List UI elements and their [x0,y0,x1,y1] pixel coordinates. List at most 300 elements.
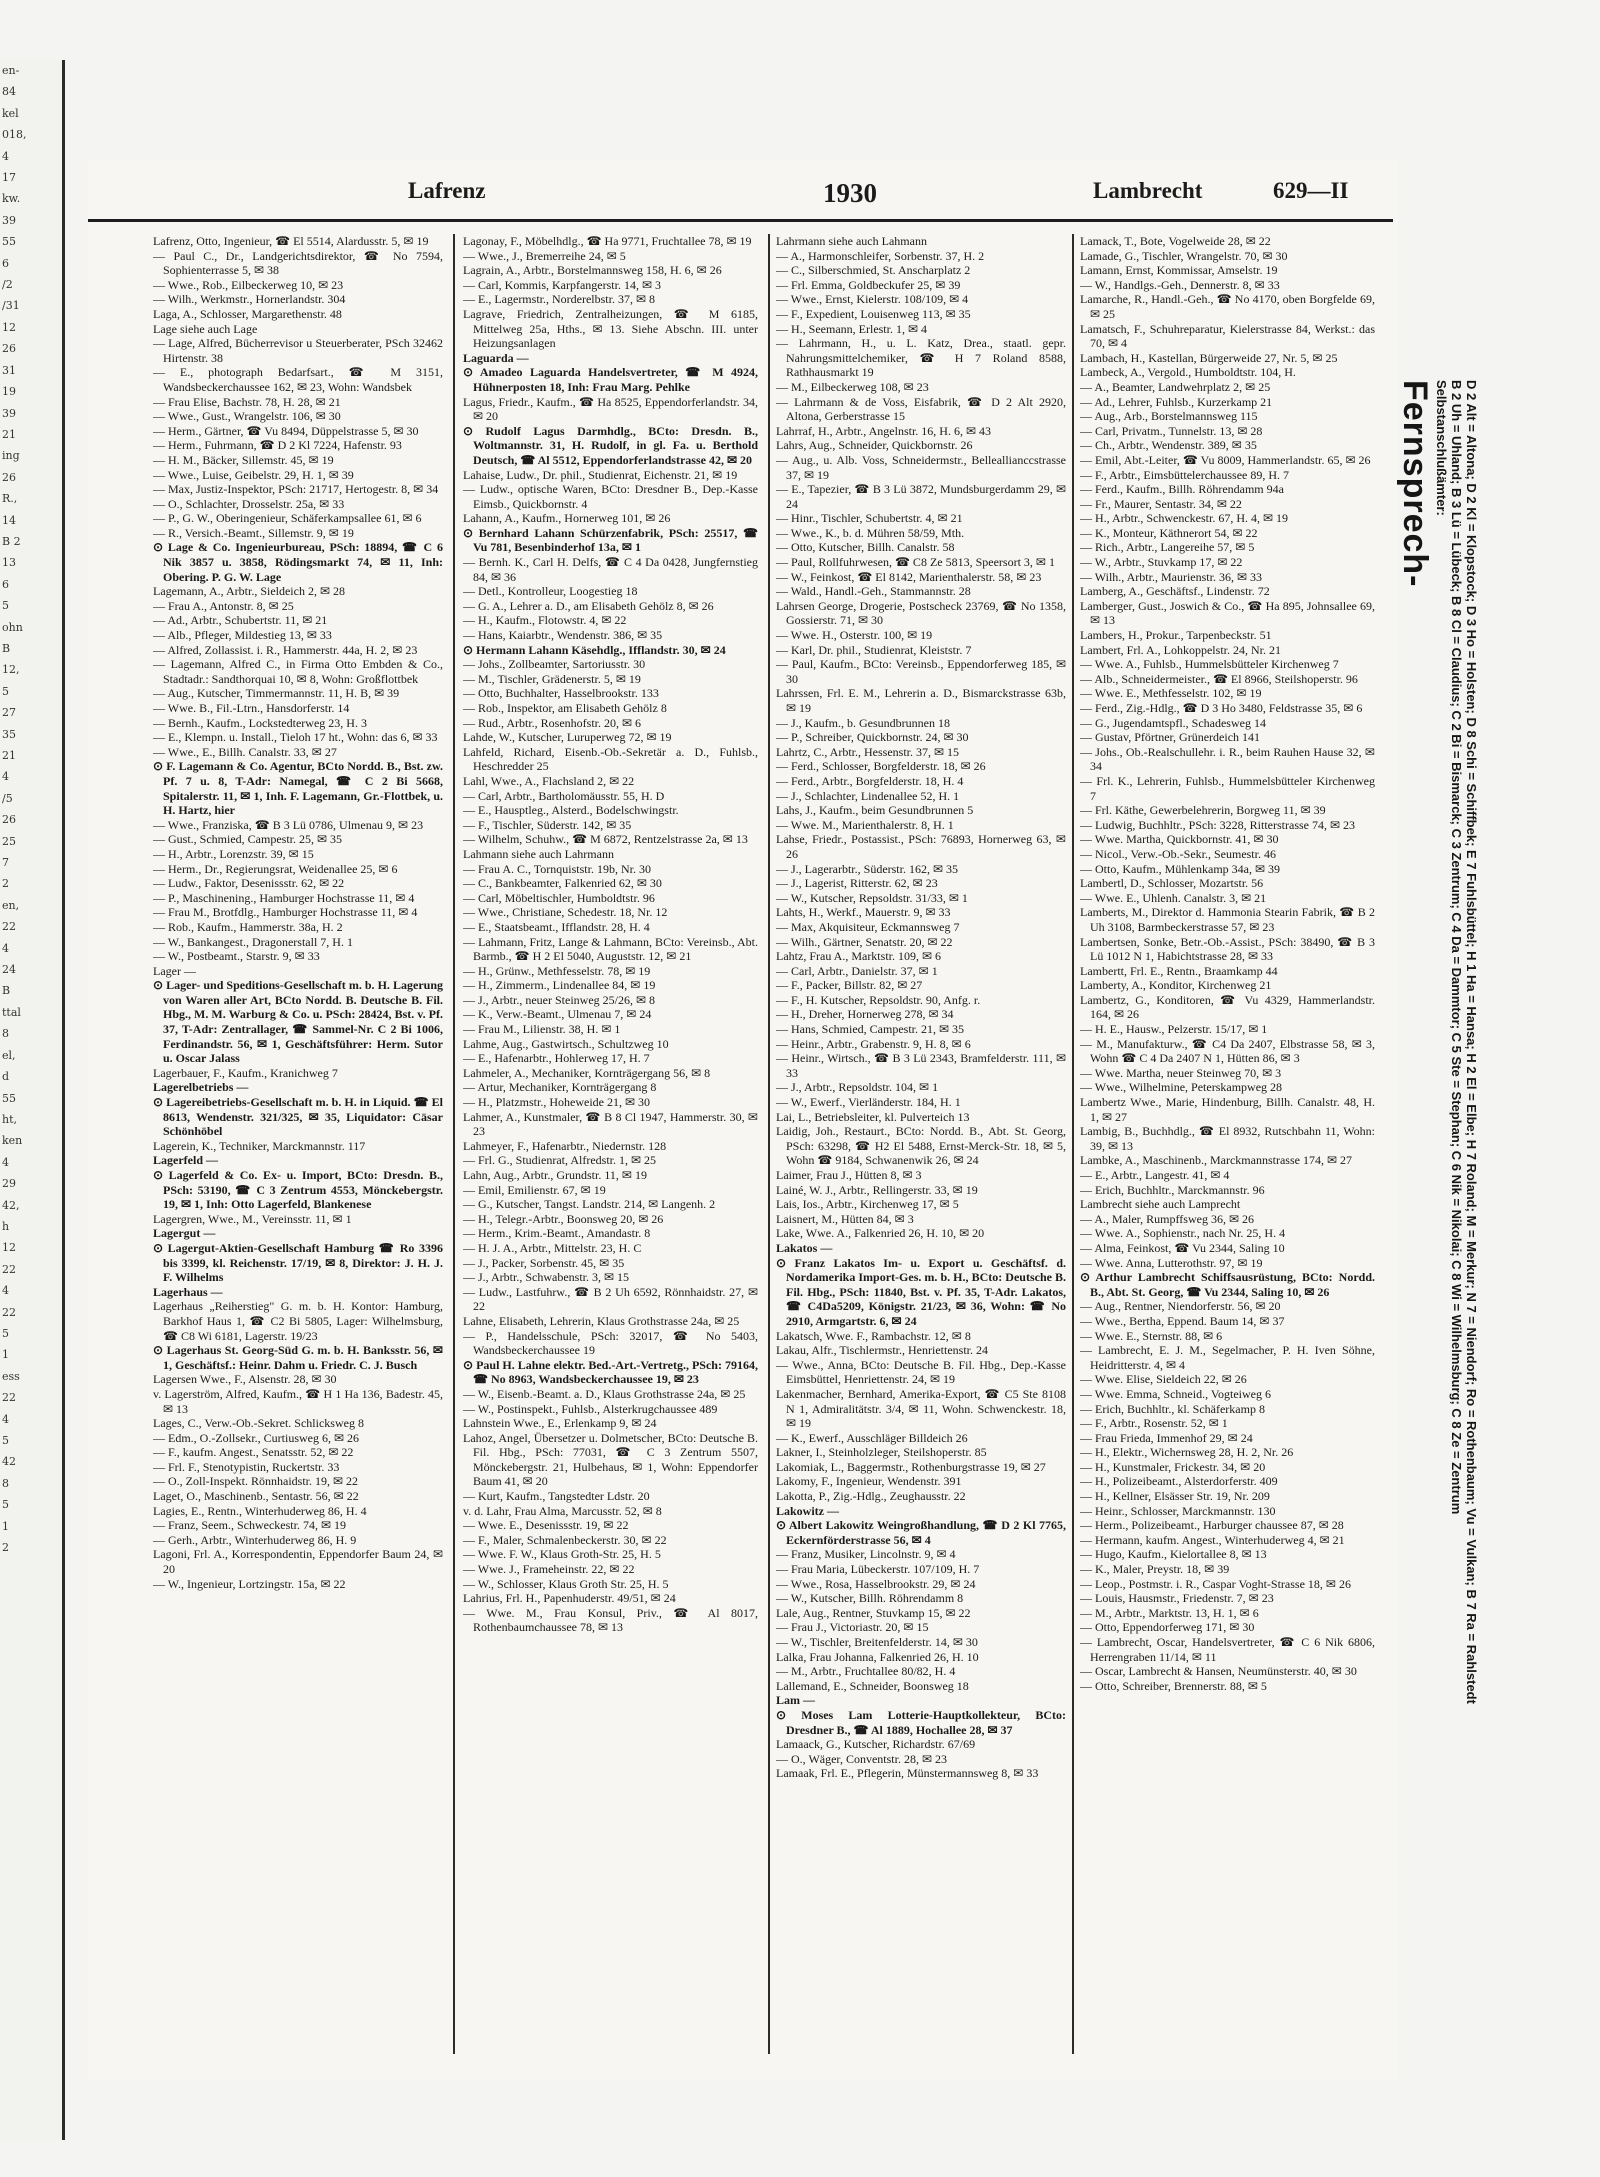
directory-entry: — Wwe. F. W., Klaus Groth-Str. 25, H. 5 [463,1547,661,1562]
directory-entry: — M., Manufakturw., ☎ C4 Da 2407, Elbstrasse 58, ✉ 3, Wohn ☎ C 4 Da 2407 N 1, Hütten 86, ✉ 3 [1080,1036,1375,1066]
directory-entry: Lagerhaus „Reiherstieg" G. m. b. H. Kontor: Hamburg, Barkhof Haus 1, ☎ C2 Bi 5805, Lager: Wilhelmsburg, ☎ C8 Wi 6181, Lagerstr. 19/23 [153,1299,443,1343]
directory-entry: — Wwe. H., Osterstr. 100, ✉ 19 [776,628,933,643]
directory-entry: — E., Arbtr., Langestr. 41, ✉ 4 [1080,1168,1230,1182]
directory-entry: — Hugo, Kaufm., Kielortallee 8, ✉ 13 [1080,1547,1267,1562]
previous-page-fragment: 26 [2,813,16,827]
directory-entry: — Ad., Lehrer, Fuhlsb., Kurzerkamp 21 [1080,394,1273,409]
previous-page-fragment: 4 [2,1155,9,1169]
previous-page-fragment: 22 [2,920,16,934]
directory-entry: — Gerh., Arbtr., Winterhuderweg 86, H. 9 [153,1532,357,1547]
directory-entry: — H., Dreher, Hornerweg 278, ✉ 34 [776,1007,954,1022]
directory-entry: — J., Packer, Sorbenstr. 45, ✉ 35 [463,1255,625,1270]
directory-columns [88,234,1375,2072]
directory-entry: Lahmeyer, F., Hafenarbtr., Niedernstr. 128 [463,1138,667,1153]
directory-entry: Lages, C., Verw.-Ob.-Sekret. Schlicksweg 8 [153,1416,364,1431]
directory-entry: — Otto, Eppendorferweg 171, ✉ 30 [1080,1620,1255,1635]
directory-entry: Lallemand, E., Schneider, Boonsweg 18 [776,1678,969,1693]
directory-entry: — H., Elektr., Wichernsweg 28, H. 2, Nr. 26 [1080,1445,1294,1460]
directory-entry: — Nicol., Verw.-Ob.-Sekr., Seumestr. 46 [1080,846,1276,861]
directory-column-1 [153,234,443,2072]
previous-page-fragment: 12 [2,320,16,334]
previous-page-fragment: 29 [2,1177,16,1191]
directory-entry: Lahl, Wwe., A., Flachsland 2, ✉ 22 [463,773,635,788]
directory-entry: — W., Postinspekt., Fuhlsb., Alsterkrugchaussee 489 [463,1401,718,1416]
directory-entry: Laimer, Frau J., Hütten 8, ✉ 3 [776,1168,922,1182]
previous-page-fragment: 31 [2,363,16,377]
directory-entry: Lambert, Frl. A., Lohkoppelstr. 24, Nr. 21 [1080,642,1281,657]
telephone-exchange-legend [1395,380,1570,1704]
directory-entry: — Otto, Schreiber, Brennerstr. 88, ✉ 5 [1080,1678,1267,1693]
legend-subtitle: Selbstanschlußämter: [1434,380,1449,516]
directory-entry: — Wwe., Luise, Geibelstr. 29, H. 1, ✉ 39 [153,467,354,482]
directory-entry: — W., Eisenb.-Beamt. a. D., Klaus Grothstrasse 24a, ✉ 25 [463,1386,746,1401]
directory-column-4 [1080,234,1375,2072]
directory-entry: — Otto, Kutscher, Billh. Canalstr. 58 [776,540,955,555]
directory-entry: — Lahrmann, H., u. L. Katz, Drea., staatl. gepr. Nahrungsmittelchemiker, ☎ H 7 Roland 8588, Rathhausmarkt 19 [776,336,1066,380]
directory-entry: — F., Maler, Schmalenbeckerstr. 30, ✉ 22 [463,1532,667,1547]
directory-entry: — Wwe., E., Billh. Canalstr. 33, ✉ 27 [153,744,337,759]
directory-entry: Lambach, H., Kastellan, Bürgerweide 27, Nr. 5, ✉ 25 [1080,350,1338,365]
directory-entry: Lahrsen George, Drogerie, Postscheck 23769, ☎ No 1358, Gossierstr. 71, ✉ 30 [776,598,1066,628]
directory-entry: — Wwe., K., b. d. Mühren 58/59, Mth. [776,525,965,540]
directory-entry: Lahfeld, Richard, Eisenb.-Ob.-Sekretär a. D., Fuhlsb., Heschredder 25 [463,744,758,774]
previous-page-fragment: 5 [2,599,9,613]
directory-entry: — Erich, Buchhltr., kl. Schäferkamp 8 [1080,1401,1265,1416]
directory-entry: — M., Tischler, Grädenerstr. 5, ✉ 19 [463,671,641,686]
directory-entry: Lahmer, A., Kunstmaler, ☎ B 8 Cl 1947, Hammerstr. 30, ✉ 23 [463,1109,758,1139]
directory-entry: — J., Arbtr., neuer Steinweg 25/26, ✉ 8 [463,992,656,1007]
directory-entry: — Wwe. E., Methfesselstr. 102, ✉ 19 [1080,686,1262,701]
directory-entry: — W., Handlgs.-Geh., Dennerstr. 8, ✉ 33 [1080,277,1280,292]
directory-entry: Lambers, H., Prokur., Tarpenbeckstr. 51 [1080,628,1272,643]
directory-entry: Lagerhaus — [153,1284,223,1299]
directory-entry: — Gust., Schmied, Campestr. 25, ✉ 35 [153,832,343,847]
previous-page-fragment: 5 [2,1326,9,1340]
previous-page-fragment: B 2 [2,534,21,548]
directory-entry: Lambertt, Frl. E., Rentn., Braamkamp 44 [1080,963,1278,978]
previous-page-fragment: 6 [2,577,9,591]
directory-entry: Lahts, H., Werkf., Mauerstr. 9, ✉ 33 [776,905,951,920]
previous-page-fragment: 22 [2,1305,16,1319]
directory-entry: — A., Maler, Rumpffsweg 36, ✉ 26 [1080,1211,1255,1226]
directory-entry: — Carl, Möbeltischler, Humboldtstr. 96 [463,890,655,905]
directory-entry: — Max, Justiz-Inspektor, PSch: 21717, Hertogestr. 8, ✉ 34 [153,482,439,497]
directory-entry: ⊙ Albert Lakowitz Weingroßhandlung, ☎ D 2 Kl 7765, Eckernförderstrasse 56, ✉ 4 [776,1518,1066,1547]
previous-page-fragment: ht, [2,1112,18,1126]
directory-entry: — H., Seemann, Erlestr. 1, ✉ 4 [776,321,928,336]
legend-title: Fernsprech- [1396,380,1434,588]
directory-entry: — Herm., Gärtner, ☎ Vu 8494, Düppelstrasse 5, ✉ 30 [153,423,419,438]
previous-page-fragment: /5 [2,791,13,805]
directory-entry: — H., Telegr.-Arbtr., Boonsweg 20, ✉ 26 [463,1211,664,1226]
directory-entry: Lambrecht siehe auch Lamprecht [1080,1197,1241,1212]
directory-entry: — Edm., O.-Zollsekr., Curtiusweg 6, ✉ 26 [153,1430,360,1445]
previous-page-fragment: 21 [2,427,16,441]
directory-entry: Lambertsen, Sonke, Betr.-Ob.-Assist., PSch: 38490, ☎ B 3 Lü 1012 N 1, Habichtstrasse 28, ✉ 33 [1080,934,1375,964]
directory-entry: — Frau Frieda, Immenhof 29, ✉ 24 [1080,1430,1253,1445]
directory-entry: — Ferd., Schlosser, Borgfelderstr. 18, ✉ 26 [776,759,986,774]
directory-entry: ⊙ Lagereibetriebs-Gesellschaft m. b. H. in Liquid. ☎ El 8613, Wendenstr. 321/325, ✉ 35, Liquidator: Cäsar Schönhöbel [153,1095,443,1139]
previous-page-fragment: 12, [2,663,20,677]
directory-entry: — P., Schreiber, Quickbornstr. 24, ✉ 30 [776,730,969,745]
header-rule [88,219,1393,222]
directory-entry: ⊙ Rudolf Lagus Darmhdlg., BCto: Dresdn. B., Woltmannstr. 31, H. Rudolf, in gl. Fa. u. Berthold Deutsch, ☎ Al 5512, Eppendorferlandstrasse 42, ✉ 20 [463,423,758,467]
previous-page-fragment: 19 [2,385,16,399]
directory-entry: — E., Staatsbeamt., Ifflandstr. 28, H. 4 [463,919,650,934]
directory-entry: Lahnstein Wwe., E., Erlenkamp 9, ✉ 24 [463,1416,657,1431]
directory-entry: Lamaack, G., Kutscher, Richardstr. 67/69 [776,1737,976,1752]
directory-entry: Lahmann siehe auch Lahrmann [463,846,614,861]
directory-entry: Laget, O., Maschinenb., Sentastr. 56, ✉ 22 [153,1489,359,1504]
directory-entry: — Detl., Kontrolleur, Loogestieg 18 [463,584,638,599]
previous-page-fragment: 25 [2,834,16,848]
directory-entry: — G. A., Lehrer a. D., am Elisabeth Gehölz 8, ✉ 26 [463,598,714,613]
directory-entry: Lale, Aug., Rentner, Stuvkamp 15, ✉ 22 [776,1605,971,1620]
legend-exchanges-1: B 2 Uh = Uhland; B 3 Lü = Lübeck; B 8 Cl = Claudius; C 2 Bi = Bismarck; C 3 Zentrum; C 4 Da = Dammtor; C 5 Ste = Stephan; C 6 Nik = Nikolai; C 8 Wi = Wilhelmsburg; C 8 Ze = Zentrum [1449,380,1464,1515]
directory-entry: — Karl, Dr. phil., Studienrat, Kleiststr. 7 [776,642,972,657]
directory-entry: — Hans, Schmied, Campestr. 21, ✉ 35 [776,1022,965,1037]
directory-entry: — W., Ingenieur, Lortzingstr. 15a, ✉ 22 [153,1576,346,1591]
previous-page-fragment: 13 [2,556,16,570]
directory-entry: Lambertz Wwe., Marie, Hindenburg, Billh. Canalstr. 48, H. 1, ✉ 27 [1080,1095,1375,1124]
directory-entry: — H., Polizeibeamt., Alsterdorferstr. 409 [1080,1474,1278,1489]
previous-page-fragment: 4 [2,149,9,163]
directory-entry: — J., Arbtr., Repsoldstr. 104, ✉ 1 [776,1080,939,1095]
directory-entry: — Kurt, Kaufm., Tangstedter Ldstr. 20 [463,1489,650,1504]
directory-entry: Lagerfeld — [153,1153,218,1168]
previous-page-fragment: en- [2,64,20,77]
directory-entry: Lakau, Alfr., Tischlermstr., Henriettenstr. 24 [776,1343,988,1358]
previous-page-fragment: 17 [2,171,16,185]
header-page-number: 629—II [1273,178,1349,203]
previous-page-fragment: 2 [2,1541,9,1555]
directory-entry: — F., Expedient, Louisenweg 113, ✉ 35 [776,306,971,321]
previous-page-fragment: 4 [2,1284,9,1298]
directory-entry: Lamberger, Gust., Joswich & Co., ☎ Ha 895, Johnsallee 69, ✉ 13 [1080,598,1375,628]
directory-entry: — Paul, Rollfuhrwesen, ☎ C8 Ze 5813, Speersort 3, ✉ 1 [776,555,1055,570]
directory-entry: — Herm., Fuhrmann, ☎ D 2 Kl 7224, Hafenstr. 93 [153,438,402,453]
directory-entry: Lamatsch, F., Schuhreparatur, Kielerstrasse 84, Werkst.: das 70, ✉ 4 [1080,321,1375,351]
directory-entry: — W., Arbtr., Stuvkamp 17, ✉ 22 [1080,555,1243,570]
directory-entry: — W., Ewerf., Vierländerstr. 184, H. 1 [776,1095,961,1110]
directory-entry: Lagonay, F., Möbelhdlg., ☎ Ha 9771, Fruchtallee 78, ✉ 19 [463,234,752,248]
directory-entry: Lagrain, A., Arbtr., Borstelmannsweg 158, H. 6, ✉ 26 [463,263,722,278]
directory-entry: — M., Arbtr., Fruchtallee 80/82, H. 4 [776,1664,956,1679]
directory-entry: — Wwe., Bertha, Eppend. Baum 14, ✉ 37 [1080,1313,1285,1328]
directory-entry: — Frau M., Brotfdlg., Hamburger Hochstrasse 11, ✉ 4 [153,905,418,920]
directory-entry: — Aug., Arb., Borstelmannsweg 115 [1080,409,1258,424]
directory-entry: — E., Hafenarbtr., Hohlerweg 17, H. 7 [463,1051,650,1066]
directory-entry: ⊙ Amadeo Laguarda Handelsvertreter, ☎ M 4924, Hühnerposten 18, Inh: Frau Marg. Pehlke [463,365,758,394]
directory-entry: — H., Kunstmaler, Frickestr. 34, ✉ 20 [1080,1459,1266,1474]
directory-entry: — W., Feinkost, ☎ El 8142, Marienthalerstr. 58, ✉ 23 [776,569,1042,584]
previous-page-fragment: d [2,1070,10,1084]
header-first-name: Lafrenz [408,178,486,203]
header-year: 1930 [823,178,877,208]
directory-entry: — O., Zoll-Inspekt. Rönnhaidstr. 19, ✉ 22 [153,1474,359,1489]
previous-page-fragment: 8 [2,1027,9,1041]
directory-entry: — Emil, Emilienstr. 67, ✉ 19 [463,1182,606,1197]
directory-entry: — Johs., Zollbeamter, Sartoriusstr. 30 [463,657,646,672]
previous-page-fragment: 12 [2,1241,16,1255]
directory-entry: — W., Schlosser, Klaus Groth Str. 25, H. 5 [463,1576,669,1591]
directory-entry: — Frl. K., Lehrerin, Fuhlsb., Hummelsbütteler Kirchenweg 7 [1080,773,1375,803]
previous-page-fragment: en, [2,898,20,912]
directory-entry: Lambertl, D., Schlosser, Mozartstr. 56 [1080,876,1264,891]
directory-entry: — Gustav, Pförtner, Grünerdeich 141 [1080,730,1261,745]
directory-entry: ⊙ Lagerfeld & Co. Ex- u. Import, BCto: Dresdn. B., PSch: 53190, ☎ C 3 Zentrum 4553, Mönckebergstr. 19, ✉ 1, Inh: Otto Lagerfeld, Blankenese [153,1168,443,1212]
directory-entry: Lambig, B., Buchhdlg., ☎ El 8932, Rutschbahn 11, Wohn: 39, ✉ 13 [1080,1124,1375,1153]
previous-page-edge [0,60,65,2140]
legend-exchanges-2: D 2 Alt = Altona; D 2 Kl = Klopstock; D 3 Ho = Holsten; D 8 Schi = Schiffbek; E 7 Fuhlsbüttel; H 1 Ha = Hansa; H 2 El = Elbe; H 7 Roland; M = Merkur; N 7 = Niendorf; Ro = Rothenbaum; Vu = Vulkan; B 7 Ra = Rahlstedt [1464,380,1479,1704]
directory-entry: — Wwe., Gust., Wrangelstr. 106, ✉ 30 [153,409,341,424]
directory-entry: Lagerelbetriebs — [153,1080,249,1095]
directory-entry: — Frl. G., Studienrat, Alfredstr. 1, ✉ 25 [463,1153,657,1168]
previous-page-fragment: 21 [2,749,16,762]
directory-entry: — Wilh., Gärtner, Senatstr. 20, ✉ 22 [776,934,953,949]
directory-entry: — Wilh., Arbtr., Maurienstr. 36, ✉ 33 [1080,569,1263,584]
directory-entry: — Wwe., Anna, BCto: Deutsche B. Fil. Hbg., Dep.-Kasse Eimsbüttel, Henriettenstr. 24, ✉ 19 [776,1357,1066,1387]
directory-column-3 [776,234,1066,2072]
directory-entry: Lahrius, Frl. H., Papenhuderstr. 49/51, ✉ 24 [463,1591,676,1606]
directory-entry: — Wwe. Emma, Schneid., Vogteiweg 6 [1080,1386,1271,1401]
directory-entry: — Herm., Krim.-Beamt., Amandastr. 8 [463,1226,651,1241]
directory-entry: — Frau A., Antonstr. 8, ✉ 25 [153,598,294,613]
previous-page-fragment: 26 [2,342,16,356]
directory-entry: Lakatos — [776,1240,833,1255]
previous-page-fragment: kw. [2,192,21,206]
directory-entry: — Herm., Polizeibeamt., Harburger chaussee 87, ✉ 28 [1080,1518,1344,1533]
directory-entry: — W., Bankangest., Dragonerstall 7, H. 1 [153,934,353,949]
directory-entry: — H. M., Bäcker, Sillemstr. 45, ✉ 19 [153,452,334,467]
previous-page-fragment: 4 [2,941,9,955]
directory-entry: Lambke, A., Maschinenb., Marckmannstrasse 174, ✉ 27 [1080,1153,1352,1168]
directory-entry: — Alfred, Zollassist. i. R., Hammerstr. 44a, H. 2, ✉ 23 [153,642,418,657]
directory-entry: — H., Kaufm., Flotowstr. 4, ✉ 22 [463,613,627,628]
directory-entry: — K., Maler, Preystr. 18, ✉ 39 [1080,1562,1230,1577]
directory-entry: Lahoz, Angel, Übersetzer u. Dolmetscher, BCto: Deutsche B. Fil. Hbg., PSch: 77031, ☎ C 3 Zentrum 5507, Mönckebergstr. 21, Hulbehaus, ✉ 1, Wohn: Eppendorfer Baum 41, ✉ 20 [463,1430,758,1489]
previous-page-fragment: 6 [2,256,9,270]
directory-entry: ⊙ Lagerhaus St. Georg-Süd G. m. b. H. Banksstr. 56, ✉ 1, Geschäftsf.: Heinr. Dahm u. Friedr. C. J. Busch [153,1343,443,1372]
directory-entry: — Wwe. Martha, Quickbornstr. 41, ✉ 30 [1080,832,1279,847]
directory-entry: — P., G. W., Oberingenieur, Schäferkampsallee 61, ✉ 6 [153,511,422,526]
directory-entry: — J., Arbtr., Schwabenstr. 3, ✉ 15 [463,1270,630,1285]
directory-entry: Lage siehe auch Lage [153,321,258,336]
directory-entry: — Wwe. B., Fil.-Ltrn., Hansdorferstr. 14 [153,701,350,715]
directory-entry: — Ludw., Faktor, Desenissstr. 62, ✉ 22 [153,876,345,891]
directory-entry: v. d. Lahr, Frau Alma, Marcusstr. 52, ✉ 8 [463,1503,662,1518]
directory-entry: — Frl. Käthe, Gewerbelehrerin, Borgweg 11, ✉ 39 [1080,803,1326,818]
directory-entry: — E., photograph Bedarfsart., ☎ M 3151, Wandsbeckerchaussee 162, ✉ 23, Wohn: Wandsbek [153,365,443,394]
directory-entry: — J., Kaufm., b. Gesundbrunnen 18 [776,715,950,730]
directory-entry: — Fr., Maurer, Sentastr. 34, ✉ 22 [1080,496,1242,511]
previous-page-fragment: 4 [2,770,9,784]
previous-page-fragment: 35 [2,727,16,741]
directory-entry: — W., Tischler, Breitenfelderstr. 14, ✉ 30 [776,1635,978,1649]
directory-entry: — Frl. F., Stenotypistin, Ruckertstr. 33 [153,1459,340,1474]
directory-entry: v. Lagerström, Alfred, Kaufm., ☎ H 1 Ha 136, Badestr. 45, ✉ 13 [153,1386,443,1416]
directory-entry: Lakomy, F., Ingenieur, Wendenstr. 391 [776,1474,962,1489]
directory-entry: Lakenmacher, Bernhard, Amerika-Export, ☎ C5 Ste 8108 N 1, Admiralitätstr. 3/4, ✉ 11, Wohn. Schwenckestr. 18, ✉ 19 [776,1386,1066,1431]
directory-entry: — Alb., Schneidermeister., ☎ El 8966, Steilshoperstr. 96 [1080,671,1358,686]
directory-entry: — E., Klempn. u. Install., Tieloh 17 ht., Wohn: das 6, ✉ 33 [153,730,438,745]
directory-entry: — Ferd., Arbtr., Borgfelderstr. 18, H. 4 [776,773,964,788]
directory-entry: — Johs., Ob.-Realschullehr. i. R., beim Rauhen Hause 32, ✉ 34 [1080,744,1375,774]
directory-entry: — Rob., Inspektor, am Elisabeth Gehölz 8 [463,701,667,715]
directory-entry: — Wwe., Ernst, Kielerstr. 108/109, ✉ 4 [776,292,969,307]
directory-entry: — Heinr., Wirtsch., ☎ B 3 Lü 2343, Bramfelderstr. 111, ✉ 33 [776,1051,1066,1080]
directory-entry: Lake, Wwe. A., Falkenried 26, H. 10, ✉ 20 [776,1226,985,1241]
directory-entry: — Wwe., Christiane, Schedestr. 18, Nr. 12 [463,905,668,920]
previous-page-fragment: /2 [2,278,13,292]
directory-entry: — Ludw., Lastfuhrw., ☎ B 2 Uh 6592, Rönnhaidstr. 27, ✉ 22 [463,1284,758,1314]
previous-page-fragment: ttal [2,1005,21,1019]
directory-entry: — Wwe., Wilhelmine, Peterskampweg 28 [1080,1080,1283,1095]
directory-entry: — W., Postbeamt., Starstr. 9, ✉ 33 [153,949,320,964]
directory-entry: — Bernh., Kaufm., Lockstedterweg 23, H. 3 [153,715,367,730]
directory-entry: — Heinr., Schlosser, Marckmannstr. 130 [1080,1503,1276,1518]
previous-page-fragment: 8 [2,1476,9,1490]
directory-entry: ⊙ Lage & Co. Ingenieurbureau, PSch: 18894, ☎ C 6 Nik 3857 u. 3858, Rödingsmarkt 74, ✉ 11, Inh: Obering. P. G. W. Lage [153,540,443,584]
directory-entry: — Lahmann, Fritz, Lange & Lahmann, BCto: Vereinsb., Abt. Barmb., ☎ H 2 El 5040, Auguststr. 12, ✉ 21 [463,934,758,964]
directory-entry: Lahme, Aug., Gastwirtsch., Schultzweg 10 [463,1036,669,1051]
directory-entry: — F., H. Kutscher, Repsoldstr. 90, Anfg. r. [776,992,981,1007]
directory-entry: — F., Arbtr., Eimsbüttelerchaussee 89, H. 7 [1080,467,1290,482]
directory-entry: Lamade, G., Tischler, Wrangelstr. 70, ✉ 30 [1080,248,1288,263]
directory-entry: — Ch., Arbtr., Wendenstr. 389, ✉ 35 [1080,438,1257,453]
directory-entry: Lagergren, Wwe., M., Vereinsstr. 11, ✉ 1 [153,1211,352,1226]
directory-entry: Lagemann, A., Arbtr., Sieldeich 2, ✉ 28 [153,584,346,599]
directory-entry: — Carl, Arbtr., Danielstr. 37, ✉ 1 [776,963,938,978]
directory-entry: — F., Packer, Billstr. 82, ✉ 27 [776,978,923,993]
directory-entry: — Carl, Privatm., Tunnelstr. 13, ✉ 28 [1080,423,1263,438]
directory-entry: Lagersen Wwe., F., Alsenstr. 28, ✉ 30 [153,1372,337,1387]
directory-entry: Lamberts, M., Direktor d. Hammonia Stearin Fabrik, ☎ B 2 Uh 3108, Barmbeckerstrasse 57, ✉ 23 [1080,905,1375,934]
directory-entry: ⊙ Franz Lakatos Im- u. Export u. Geschäftsf. d. Nordamerika Import-Ges. m. b. H., BCto: Deutsche B. Fil. Hbg., PSch: 11840, Bst. v. Pf. 35, T-Adr. Lakatos, ☎ C4Da5209, Königstr. 21/23, ✉ 36, Wohn: ☎ No 2910, Armgartstr. 6, ✉ 24 [776,1255,1066,1328]
directory-entry: — K., Verw.-Beamt., Ulmenau 7, ✉ 24 [463,1007,652,1022]
previous-page-fragment: 7 [2,856,9,870]
header-last-name: Lambrecht [1093,178,1203,203]
directory-entry: — Leop., Postmstr. i. R., Caspar Voght-Strasse 18, ✉ 26 [1080,1576,1351,1591]
directory-entry: Lamarche, R., Handl.-Geh., ☎ No 4170, oben Borgfelde 69, ✉ 25 [1080,292,1375,321]
directory-entry: Lais, Ios., Arbtr., Kirchenweg 17, ✉ 5 [776,1197,959,1212]
directory-entry: Lahrmann siehe auch Lahmann [776,234,927,248]
previous-page-fragment: 26 [2,470,16,484]
directory-entry: — Wwe. M., Frau Konsul, Priv., ☎ Al 8017, Rothenbaumchaussee 78, ✉ 13 [463,1605,758,1635]
directory-entry: Laidig, Joh., Restaurt., BCto: Nordd. B., Abt. St. Georg, PSch: 63298, ☎ H2 El 5488, Ernst-Merck-Str. 18, ✉ 5, Wohn ☎ 9184, Schwanenwik 26, ✉ 24 [776,1124,1066,1168]
directory-entry: — Wilhelm, Schuhw., ☎ M 6872, Rentzelstrasse 2a, ✉ 13 [463,832,748,847]
directory-entry: — H. E., Hausw., Pelzerstr. 15/17, ✉ 1 [1080,1022,1268,1037]
previous-page-fragment: 5 [2,684,9,698]
directory-entry: — Artur, Mechaniker, Kornträgergang 8 [463,1080,657,1095]
directory-entry: — G., Jugendamtspfl., Schadesweg 14 [1080,715,1266,730]
directory-entry: — Rud., Arbtr., Rosenhofstr. 20, ✉ 6 [463,715,642,730]
directory-entry: Lakatsch, Wwe. F., Rambachstr. 12, ✉ 8 [776,1328,971,1343]
directory-entry: — Ludwig, Buchhltr., PSch: 3228, Ritterstrasse 74, ✉ 23 [1080,817,1356,832]
directory-entry: — H., Zimmerm., Lindenallee 84, ✉ 19 [463,978,656,993]
directory-entry: — Ferd., Kaufm., Billh. Röhrendamm 94a [1080,482,1284,497]
directory-entry: — Otto, Kaufm., Mühlenkamp 34a, ✉ 39 [1080,861,1281,876]
directory-entry: Lainé, W. J., Arbtr., Rellingerstr. 33, ✉ 19 [776,1182,978,1197]
previous-page-fragment: ken [2,1134,23,1148]
directory-entry: — H., Grünw., Methfesselstr. 78, ✉ 19 [463,963,651,978]
directory-entry: ⊙ Moses Lam Lotterie-Hauptkollekteur, BCto: Dresdner B., ☎ Al 1889, Hochallee 28, ✉ 37 [776,1707,1066,1737]
directory-entry: — C., Silberschmied, St. Anscharplatz 2 [776,263,971,278]
directory-entry: Lamberg, A., Geschäftsf., Lindenstr. 72 [1080,584,1270,599]
directory-entry: — Heinr., Arbtr., Grabenstr. 9, H. 8, ✉ 6 [776,1036,971,1051]
directory-entry: — J., Lagerist, Ritterstr. 62, ✉ 23 [776,876,938,891]
directory-entry: Lahne, Elisabeth, Lehrerin, Klaus Grothstrasse 24a, ✉ 25 [463,1313,740,1328]
directory-entry: — O., Wäger, Conventstr. 28, ✉ 23 [776,1751,947,1766]
previous-page-fragment: 1 [2,1519,9,1533]
previous-page-fragment: 14 [2,513,16,527]
directory-entry: Lafrenz, Otto, Ingenieur, ☎ El 5514, Alardusstr. 5, ✉ 19 [153,234,429,248]
directory-entry: — F., Tischler, Süderstr. 142, ✉ 35 [463,817,632,832]
directory-entry: — Wald., Handl.-Geh., Stammannstr. 28 [776,584,971,599]
directory-entry: — Wwe., J., Bremerreihe 24, ✉ 5 [463,248,626,263]
directory-entry: — J., Lagerarbtr., Süderstr. 162, ✉ 35 [776,861,959,876]
previous-page-fragment: /31 [2,299,20,313]
directory-entry: Lakner, I., Steinholzleger, Steilshoperstr. 85 [776,1445,987,1460]
directory-entry: — F., Arbtr., Rosenstr. 52, ✉ 1 [1080,1416,1228,1431]
directory-entry: Lam — [776,1693,815,1708]
directory-entry: — Louis, Hausmstr., Friedenstr. 7, ✉ 23 [1080,1591,1274,1606]
directory-entry: — Alb., Pfleger, Mildestieg 13, ✉ 33 [153,628,332,643]
directory-entry: — Frau M., Lilienstr. 38, H. ✉ 1 [463,1022,621,1037]
directory-entry: — Wwe. J., Frameheinstr. 22, ✉ 22 [463,1562,635,1577]
directory-entry: — Ferd., Zig.-Hdlg., ☎ D 3 Ho 3480, Feldstrasse 35, ✉ 6 [1080,701,1363,715]
directory-entry: — K., Monteur, Käthnerort 54, ✉ 22 [1080,525,1258,540]
directory-entry: — Hermann, kaufm. Angest., Winterhuderweg 4, ✉ 21 [1080,1532,1345,1547]
directory-entry: — Lambrecht, Oscar, Handelsvertreter, ☎ C 6 Nik 6806, Herrengraben 11/14, ✉ 11 [1080,1635,1375,1664]
directory-entry: — Rich., Arbtr., Langereihe 57, ✉ 5 [1080,540,1255,555]
directory-entry: — Paul, Kaufm., BCto: Vereinsb., Eppendorferweg 185, ✉ 30 [776,657,1066,686]
directory-entry: — Frau J., Victoriastr. 20, ✉ 15 [776,1620,929,1635]
directory-entry: — P., Maschinening., Hamburger Hochstrasse 11, ✉ 4 [153,890,415,905]
previous-page-fragment: 42 [2,1455,16,1469]
directory-entry: — H., Arbtr., Schwenckestr. 67, H. 4, ✉ 19 [1080,511,1289,526]
directory-entry: Lahn, Aug., Arbtr., Grundstr. 11, ✉ 19 [463,1168,647,1182]
previous-page-fragment: 5 [2,1498,9,1512]
directory-entry: — J., Schlachter, Lindenallee 52, H. 1 [776,788,960,803]
previous-page-fragment: 22 [2,1391,16,1405]
directory-entry: Lamberty, A., Konditor, Kirchenweg 21 [1080,978,1272,993]
directory-entry: — H. J. A., Arbtr., Mittelstr. 23, H. C [463,1240,642,1255]
directory-column-2 [463,234,758,2072]
directory-entry: — E., Lagermstr., Norderelbstr. 37, ✉ 8 [463,292,656,307]
directory-entry: Laisnert, M., Hütten 84, ✉ 3 [776,1211,914,1226]
directory-entry: — R., Versich.-Beamt., Sillemstr. 9, ✉ 19 [153,525,354,540]
directory-entry: — A., Harmonschleifer, Sorbenstr. 37, H. 2 [776,248,985,263]
directory-entry: — Wwe. A., Sophienstr., nach Nr. 25, H. 4 [1080,1226,1286,1241]
previous-page-fragment: ing [2,449,20,463]
directory-entry: — Max, Akquisiteur, Eckmannsweg 7 [776,919,960,934]
previous-page-fragment: ess [2,1369,20,1383]
previous-page-fragment: el, [2,1048,16,1062]
directory-entry: — Rob., Kaufm., Hammerstr. 38a, H. 2 [153,919,343,934]
directory-entry: — Carl, Kommis, Karpfangerstr. 14, ✉ 3 [463,277,662,292]
directory-entry: — Wwe. Elise, Sieldeich 22, ✉ 26 [1080,1372,1247,1387]
previous-page-fragment: B [2,984,11,998]
directory-entry: — H., Platzmstr., Hoheweide 21, ✉ 30 [463,1095,651,1110]
directory-entry: — Aug., Rentner, Niendorferstr. 56, ✉ 20 [1080,1299,1281,1314]
directory-entry: Laga, A., Schlosser, Margarethenstr. 48 [153,306,342,321]
directory-entry: — Wilh., Werkmstr., Hornerlandstr. 304 [153,292,346,307]
directory-entry: — Lambrecht, E. J. M., Segelmacher, P. H. Iven Söhne, Heidritterstr. 4, ✉ 4 [1080,1343,1375,1372]
directory-entry: — Aug., Kutscher, Timmermannstr. 11, H. B, ✉ 39 [153,686,400,701]
directory-entry: — W., Kutscher, Billh. Röhrendamm 8 [776,1591,964,1606]
directory-entry: — Wwe. A., Fuhlsb., Hummelsbütteler Kirchenweg 7 [1080,657,1339,672]
